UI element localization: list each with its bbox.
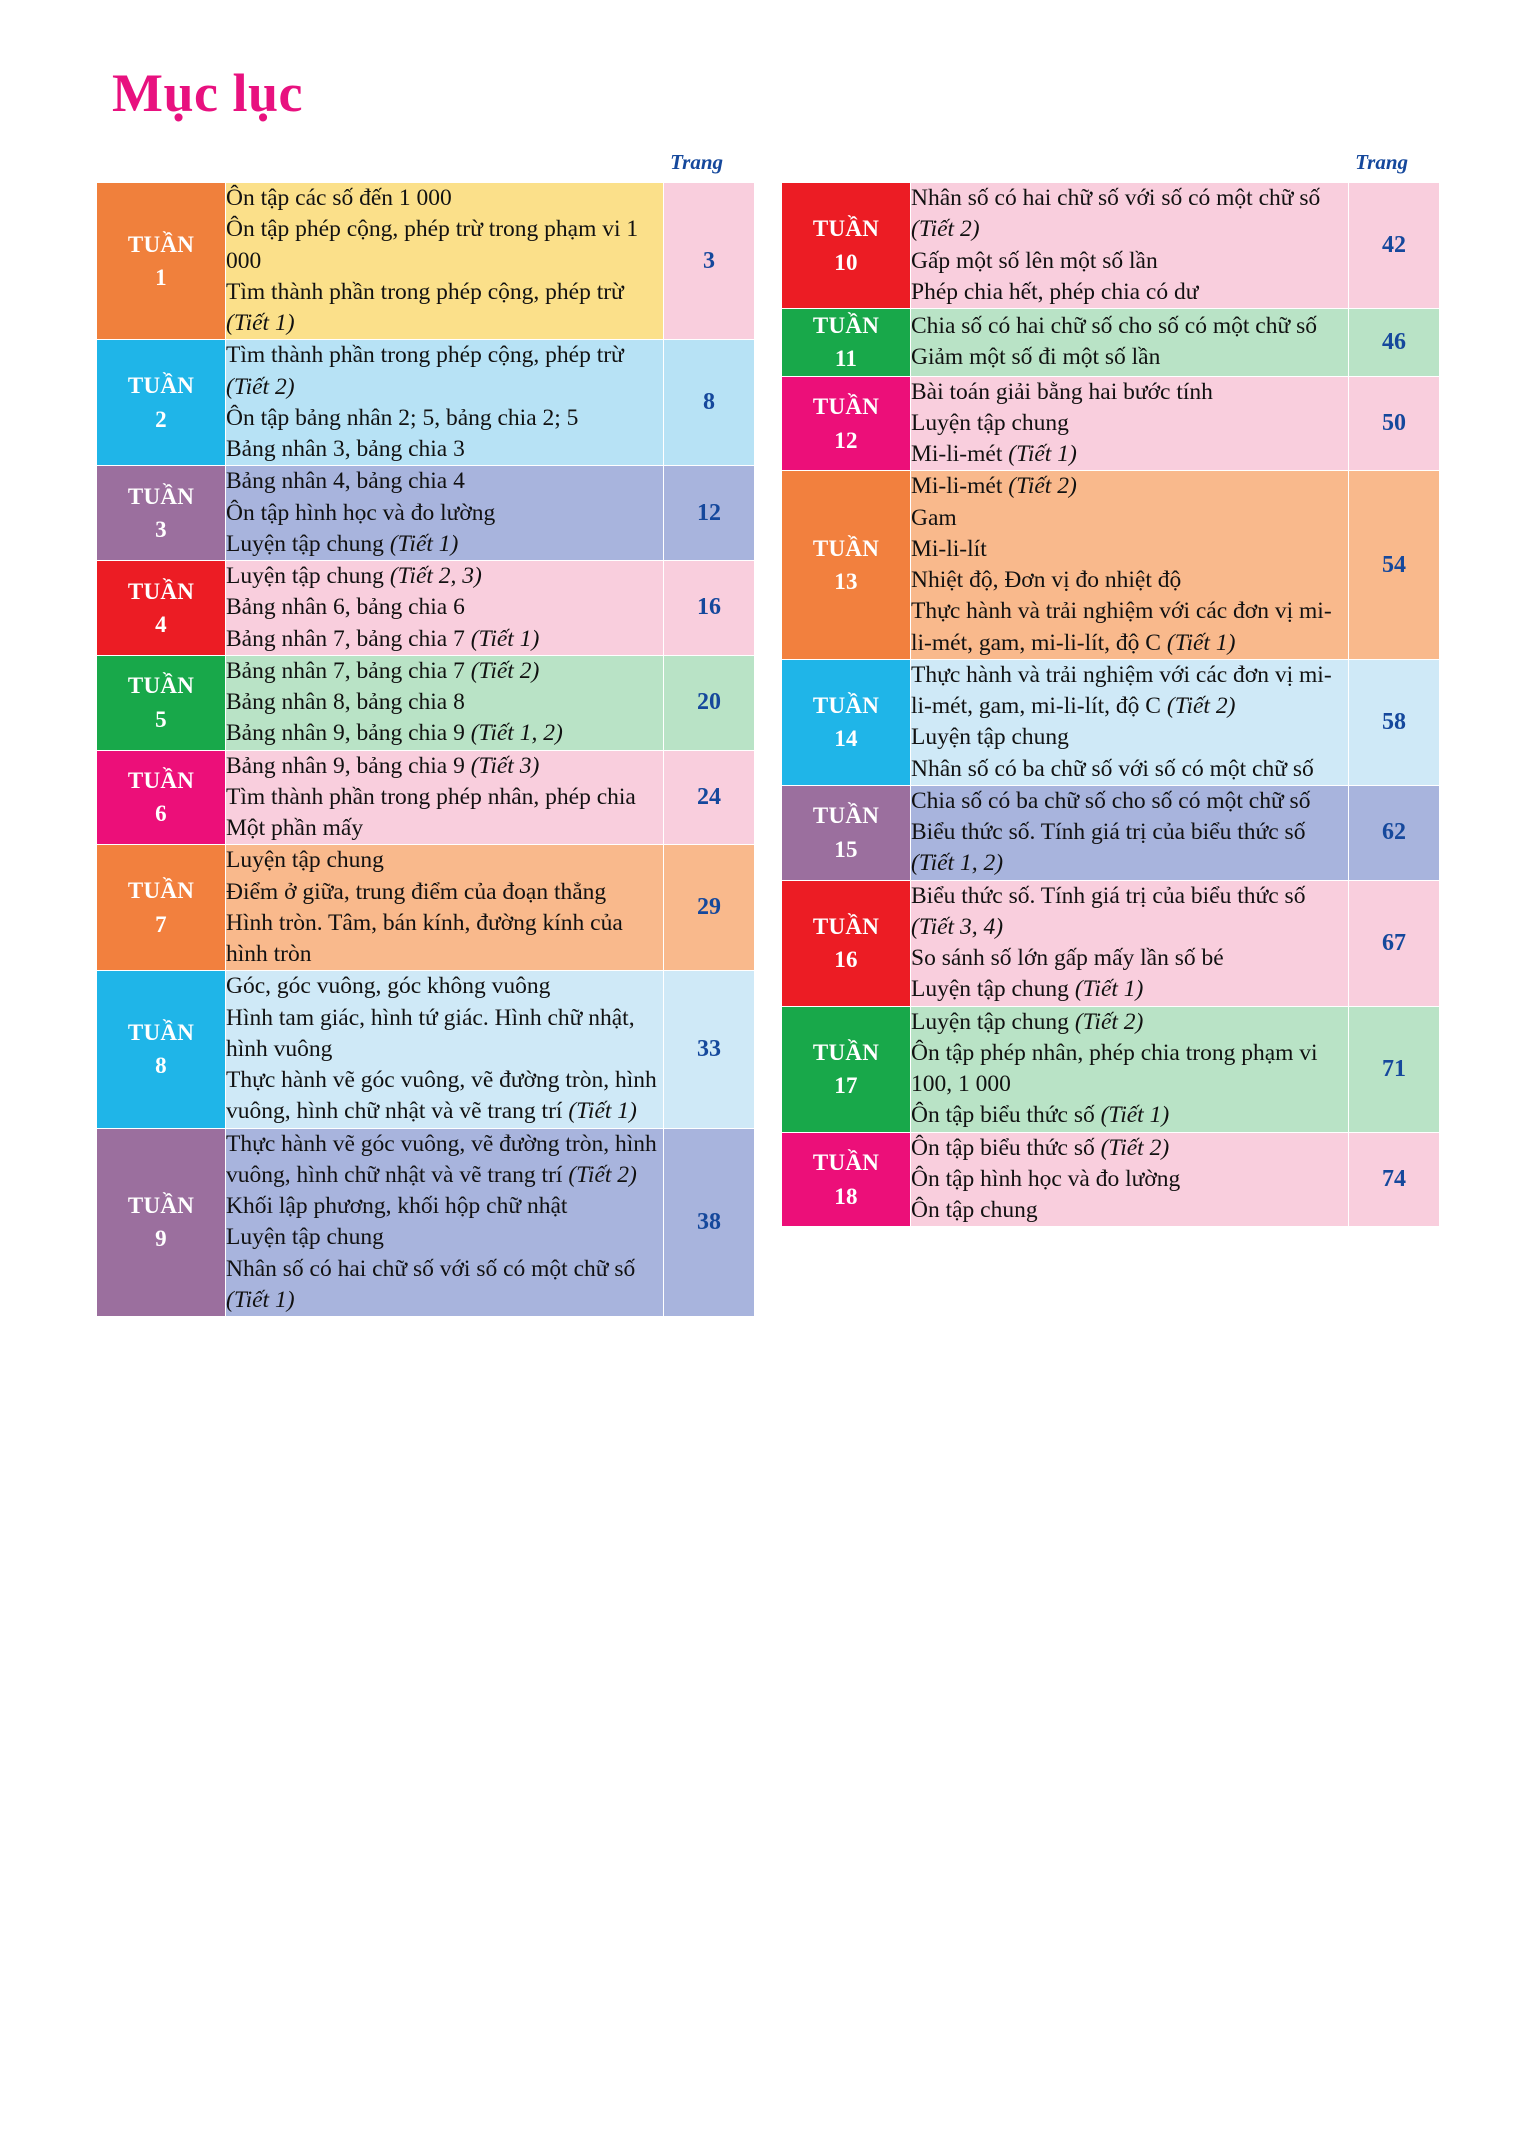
lesson-title: Bảng nhân 9, bảng chia 9 <box>226 752 471 779</box>
list-item <box>226 908 663 971</box>
lesson-list-cell <box>911 471 1349 660</box>
table-row <box>97 1128 755 1317</box>
list-item <box>911 1100 1348 1131</box>
lesson-title: Nhân số có ba chữ số với số có một chữ số <box>911 755 1314 782</box>
week-number: 14 <box>834 726 858 752</box>
page-number-cell: 71 <box>1349 1006 1440 1132</box>
list-item <box>911 974 1348 1005</box>
week-cell <box>97 971 226 1128</box>
list-item <box>226 656 663 687</box>
page-title: Mục lục <box>112 63 303 123</box>
page-number-cell: 3 <box>664 183 755 340</box>
lesson-title: Một phần mấy <box>226 815 364 841</box>
week-number: 4 <box>155 611 167 637</box>
week-cell <box>97 655 226 750</box>
lesson-title: Bảng nhân 9, bảng chia 9 <box>226 720 471 747</box>
table-row <box>97 971 755 1128</box>
list-item <box>226 845 663 876</box>
lesson-title: Ôn tập biểu thức số <box>911 1102 1101 1129</box>
week-cell <box>97 340 226 466</box>
week-cell <box>782 880 911 1006</box>
table-row <box>782 1006 1440 1132</box>
week-cell <box>97 183 226 340</box>
week-label: TUẦN <box>812 313 880 338</box>
list-item <box>226 183 663 214</box>
table-row <box>782 376 1440 471</box>
lesson-list-cell <box>226 655 664 750</box>
lesson-title: Thực hành và trải nghiệm với các đơn vị mi-li-mét, gam, mi-li-lít, độ C <box>911 598 1332 656</box>
week-number: 6 <box>155 801 167 827</box>
lesson-title: Luyện tập chung <box>226 530 390 557</box>
list-item <box>226 1254 663 1317</box>
week-cell <box>782 785 911 880</box>
lesson-session-note: (Tiết 2) <box>1100 1134 1170 1161</box>
week-label: TUẦN <box>127 578 195 604</box>
list-item <box>911 817 1348 880</box>
lesson-list-cell <box>911 1006 1349 1132</box>
list-item <box>911 471 1348 502</box>
week-label: TUẦN <box>127 768 195 794</box>
toc-table-right <box>781 182 1440 1227</box>
list-item <box>226 1003 663 1066</box>
list-item <box>911 1164 1348 1195</box>
list-item <box>226 877 663 908</box>
week-label: TUẦN <box>127 373 195 399</box>
list-item <box>911 377 1348 408</box>
week-label: TUẦN <box>127 673 195 699</box>
table-row <box>782 309 1440 377</box>
page-number-cell: 74 <box>1349 1132 1440 1227</box>
lesson-title: Gấp một số lên một số lần <box>911 247 1158 274</box>
week-cell <box>97 750 226 845</box>
lesson-title: Luyện tập chung <box>911 1008 1075 1035</box>
lesson-title: Thực hành và trải nghiệm với các đơn vị mi-li-mét, gam, mi-li-lít, độ C <box>911 661 1332 720</box>
page-column-header-right: Trang <box>1355 150 1408 174</box>
lesson-session-note: (Tiết 2) <box>226 373 295 400</box>
lesson-list-cell <box>226 1128 664 1317</box>
lesson-title: Gam <box>911 504 957 531</box>
list-item <box>911 1038 1348 1101</box>
list-item <box>226 687 663 718</box>
lesson-title: Mi-li-mét <box>911 441 1009 468</box>
lesson-list-cell <box>911 785 1349 880</box>
lesson-list-cell <box>226 750 664 845</box>
lesson-title: Ôn tập hình học và đo lường <box>911 1165 1181 1192</box>
lesson-session-note: (Tiết 1) <box>1166 629 1236 656</box>
lesson-session-note: (Tiết 2) <box>568 1161 637 1188</box>
lesson-title: Bảng nhân 7, bảng chia 7 <box>226 657 471 684</box>
week-number: 9 <box>155 1226 167 1252</box>
list-item <box>911 754 1348 785</box>
list-item <box>911 342 1348 373</box>
page-number-cell: 20 <box>664 655 755 750</box>
list-item <box>911 786 1348 817</box>
list-item <box>226 782 663 813</box>
week-cell <box>782 471 911 660</box>
table-row <box>782 785 1440 880</box>
list-item <box>911 311 1348 342</box>
page-number-cell: 50 <box>1349 376 1440 471</box>
lesson-title: Hình tam giác, hình tứ giác. Hình chữ nhật, hình vuông <box>226 1004 635 1062</box>
lesson-title: Chia số có ba chữ số cho số có một chữ số <box>911 787 1311 814</box>
table-row <box>782 183 1440 309</box>
lesson-title: Ôn tập phép nhân, phép chia trong phạm vi 100, 1 000 <box>911 1039 1318 1098</box>
lesson-list-cell <box>911 309 1349 377</box>
lesson-title: Tìm thành phần trong phép cộng, phép trừ <box>226 342 624 369</box>
lesson-session-note: (Tiết 1) <box>568 1098 637 1125</box>
list-item <box>226 971 663 1002</box>
page-number-cell: 42 <box>1349 183 1440 309</box>
lesson-session-note: (Tiết 2) <box>911 216 980 243</box>
page-number-cell: 16 <box>664 561 755 656</box>
week-number: 7 <box>155 911 167 937</box>
week-label: TUẦN <box>127 878 195 904</box>
week-number: 15 <box>834 836 858 862</box>
lesson-session-note: (Tiết 1, 2) <box>470 720 563 747</box>
week-cell <box>97 845 226 971</box>
week-number: 3 <box>155 517 167 543</box>
table-row <box>97 845 755 971</box>
table-row <box>782 1132 1440 1227</box>
lesson-session-note: (Tiết 2) <box>1166 693 1236 720</box>
lesson-title: Biểu thức số. Tính giá trị của biểu thức số <box>911 819 1306 846</box>
lesson-list-cell <box>226 183 664 340</box>
list-item <box>226 214 663 277</box>
lesson-title: Luyện tập chung <box>911 976 1075 1003</box>
week-cell <box>97 561 226 656</box>
table-row <box>782 880 1440 1006</box>
lesson-title: Ôn tập bảng nhân 2; 5, bảng chia 2; 5 <box>226 404 579 431</box>
lesson-title: Bảng nhân 3, bảng chia 3 <box>226 436 465 462</box>
lesson-title: Hình tròn. Tâm, bán kính, đường kính của hình tròn <box>226 909 623 967</box>
lesson-title: Mi-li-lít <box>911 535 987 562</box>
toc-column-left <box>96 150 751 1317</box>
lesson-title: Biểu thức số. Tính giá trị của biểu thức số <box>911 882 1306 909</box>
week-label: TUẦN <box>127 1192 195 1218</box>
table-row <box>97 340 755 466</box>
lesson-title: Bảng nhân 8, bảng chia 8 <box>226 689 465 715</box>
week-label: TUẦN <box>812 535 880 561</box>
lesson-session-note: (Tiết 1) <box>470 625 540 652</box>
page-number-cell: 29 <box>664 845 755 971</box>
lesson-title: Bài toán giải bằng hai bước tính <box>911 378 1213 405</box>
list-item <box>911 1195 1348 1226</box>
list-item <box>911 534 1348 565</box>
week-cell <box>782 659 911 785</box>
list-item <box>226 1222 663 1253</box>
week-label: TUẦN <box>812 913 880 939</box>
lesson-title: Bảng nhân 4, bảng chia 4 <box>226 468 465 495</box>
week-cell <box>782 1132 911 1227</box>
page-number-cell: 33 <box>664 971 755 1128</box>
table-row <box>782 471 1440 660</box>
week-label: TUẦN <box>812 394 880 420</box>
page-number-cell: 12 <box>664 466 755 561</box>
week-label: TUẦN <box>127 1020 195 1046</box>
table-row <box>97 466 755 561</box>
list-item <box>226 466 663 497</box>
list-item <box>911 246 1348 277</box>
list-item <box>911 881 1348 944</box>
week-cell <box>782 1006 911 1132</box>
lesson-session-note: (Tiết 3) <box>470 752 540 779</box>
lesson-list-cell <box>911 183 1349 309</box>
page-number-cell: 62 <box>1349 785 1440 880</box>
page-number-cell: 38 <box>664 1128 755 1317</box>
list-item <box>226 624 663 655</box>
lesson-title: Thực hành vẽ góc vuông, vẽ đường tròn, hình vuông, hình chữ nhật và vẽ trang trí <box>226 1130 657 1188</box>
lesson-title: Tìm thành phần trong phép nhân, phép chia <box>226 783 636 810</box>
lesson-title: Thực hành vẽ góc vuông, vẽ đường tròn, hình vuông, hình chữ nhật và vẽ trang trí <box>226 1067 657 1125</box>
toc-column-right <box>781 150 1436 1317</box>
list-item <box>911 1133 1348 1164</box>
lesson-session-note: (Tiết 1) <box>226 310 295 336</box>
lesson-session-note: (Tiết 1) <box>1074 976 1144 1003</box>
page-number-cell: 54 <box>1349 471 1440 660</box>
table-row <box>97 750 755 845</box>
lesson-title: Nhân số có hai chữ số với số có một chữ số <box>911 185 1321 211</box>
week-number: 12 <box>834 427 858 453</box>
list-item <box>911 565 1348 596</box>
table-row <box>97 561 755 656</box>
list-item <box>226 1065 663 1128</box>
week-number: 13 <box>834 569 858 595</box>
table-row <box>97 655 755 750</box>
lesson-session-note: (Tiết 2) <box>470 657 540 684</box>
week-cell <box>97 466 226 561</box>
lesson-title: Luyện tập chung <box>911 409 1069 436</box>
lesson-title: Góc, góc vuông, góc không vuông <box>226 973 551 1000</box>
list-item <box>226 561 663 592</box>
list-item <box>911 722 1348 753</box>
list-item <box>226 1191 663 1222</box>
lesson-session-note: (Tiết 3, 4) <box>911 913 1004 940</box>
lesson-list-cell <box>226 340 664 466</box>
list-item <box>911 183 1348 246</box>
lesson-title: Mi-li-mét <box>911 473 1009 500</box>
week-label: TUẦN <box>127 483 195 509</box>
table-row <box>782 659 1440 785</box>
toc-table-left <box>96 182 755 1317</box>
list-item <box>226 813 663 844</box>
week-label: TUẦN <box>812 803 880 829</box>
list-item <box>911 277 1348 308</box>
week-number: 11 <box>834 346 858 372</box>
list-item <box>226 277 663 340</box>
page-number-cell: 46 <box>1349 309 1440 377</box>
lesson-title: Ôn tập hình học và đo lường <box>226 499 496 526</box>
week-number: 5 <box>155 706 167 732</box>
week-label: TUẦN <box>812 1039 880 1065</box>
week-label: TUẦN <box>812 693 880 719</box>
lesson-title: Chia số có hai chữ số cho số có một chữ số <box>911 313 1317 340</box>
lesson-list-cell <box>226 466 664 561</box>
week-number: 18 <box>834 1183 858 1209</box>
lesson-title: Luyện tập chung <box>226 1224 384 1251</box>
week-label: TUẦN <box>812 216 880 242</box>
lesson-session-note: (Tiết 1) <box>226 1286 295 1313</box>
page-number-cell: 24 <box>664 750 755 845</box>
list-item <box>911 660 1348 723</box>
lesson-list-cell <box>911 1132 1349 1227</box>
week-number: 10 <box>834 249 858 275</box>
week-label: TUẦN <box>127 231 195 257</box>
lesson-session-note: (Tiết 2, 3) <box>389 563 482 589</box>
lesson-title: Phép chia hết, phép chia có dư <box>911 278 1199 305</box>
lesson-title: Luyện tập chung <box>226 847 384 874</box>
lesson-list-cell <box>911 659 1349 785</box>
week-cell <box>782 376 911 471</box>
list-item <box>911 408 1348 439</box>
lesson-title: Tìm thành phần trong phép cộng, phép trừ <box>226 278 624 305</box>
list-item <box>226 498 663 529</box>
lesson-list-cell <box>226 561 664 656</box>
lesson-title: Luyện tập chung <box>911 724 1069 751</box>
week-cell <box>782 309 911 377</box>
list-item <box>226 718 663 749</box>
list-item <box>226 340 663 403</box>
week-number: 16 <box>834 947 858 973</box>
week-number: 2 <box>155 406 167 432</box>
lesson-list-cell <box>226 845 664 971</box>
lesson-session-note: (Tiết 1) <box>389 530 459 557</box>
table-row <box>97 183 755 340</box>
lesson-title: Ôn tập phép cộng, phép trừ trong phạm vi 1 000 <box>226 216 639 274</box>
lesson-title: Bảng nhân 7, bảng chia 7 <box>226 625 471 652</box>
list-item <box>226 751 663 782</box>
page-number-cell: 8 <box>664 340 755 466</box>
lesson-title: So sánh số lớn gấp mấy lần số bé <box>911 945 1224 972</box>
list-item <box>226 1129 663 1192</box>
lesson-title: Ôn tập chung <box>911 1197 1038 1224</box>
lesson-title: Khối lập phương, khối hộp chữ nhật <box>226 1193 568 1219</box>
list-item <box>226 529 663 560</box>
list-item <box>911 596 1348 659</box>
lesson-list-cell <box>226 971 664 1128</box>
lesson-session-note: (Tiết 2) <box>1074 1008 1144 1035</box>
lesson-list-cell <box>911 880 1349 1006</box>
lesson-session-note: (Tiết 1) <box>1008 441 1077 468</box>
week-cell <box>97 1128 226 1317</box>
page-column-header-left: Trang <box>670 150 723 174</box>
list-item <box>911 439 1348 470</box>
week-number: 1 <box>155 265 167 291</box>
lesson-list-cell <box>911 376 1349 471</box>
lesson-title: Nhiệt độ, Đơn vị đo nhiệt độ <box>911 567 1182 594</box>
lesson-title: Bảng nhân 6, bảng chia 6 <box>226 594 465 621</box>
list-item <box>911 943 1348 974</box>
lesson-session-note: (Tiết 1, 2) <box>911 850 1004 877</box>
lesson-title: Ôn tập biểu thức số <box>911 1134 1101 1161</box>
lesson-title: Luyện tập chung <box>226 563 390 589</box>
list-item <box>226 592 663 623</box>
list-item <box>226 434 663 465</box>
list-item <box>911 1007 1348 1038</box>
lesson-title: Giảm một số đi một số lần <box>911 344 1161 371</box>
lesson-session-note: (Tiết 2) <box>1008 473 1077 500</box>
page-number-cell: 67 <box>1349 880 1440 1006</box>
lesson-title: Ôn tập các số đến 1 000 <box>226 185 452 211</box>
list-item <box>911 503 1348 534</box>
lesson-title: Nhân số có hai chữ số với số có một chữ số <box>226 1255 636 1282</box>
week-number: 17 <box>834 1073 858 1099</box>
lesson-session-note: (Tiết 1) <box>1100 1102 1170 1129</box>
week-number: 8 <box>155 1053 167 1079</box>
lesson-title: Điểm ở giữa, trung điểm của đoạn thẳng <box>226 878 607 905</box>
list-item <box>226 403 663 434</box>
week-cell <box>782 183 911 309</box>
page-number-cell: 58 <box>1349 659 1440 785</box>
toc-columns <box>96 150 1436 1317</box>
week-label: TUẦN <box>812 1150 880 1176</box>
